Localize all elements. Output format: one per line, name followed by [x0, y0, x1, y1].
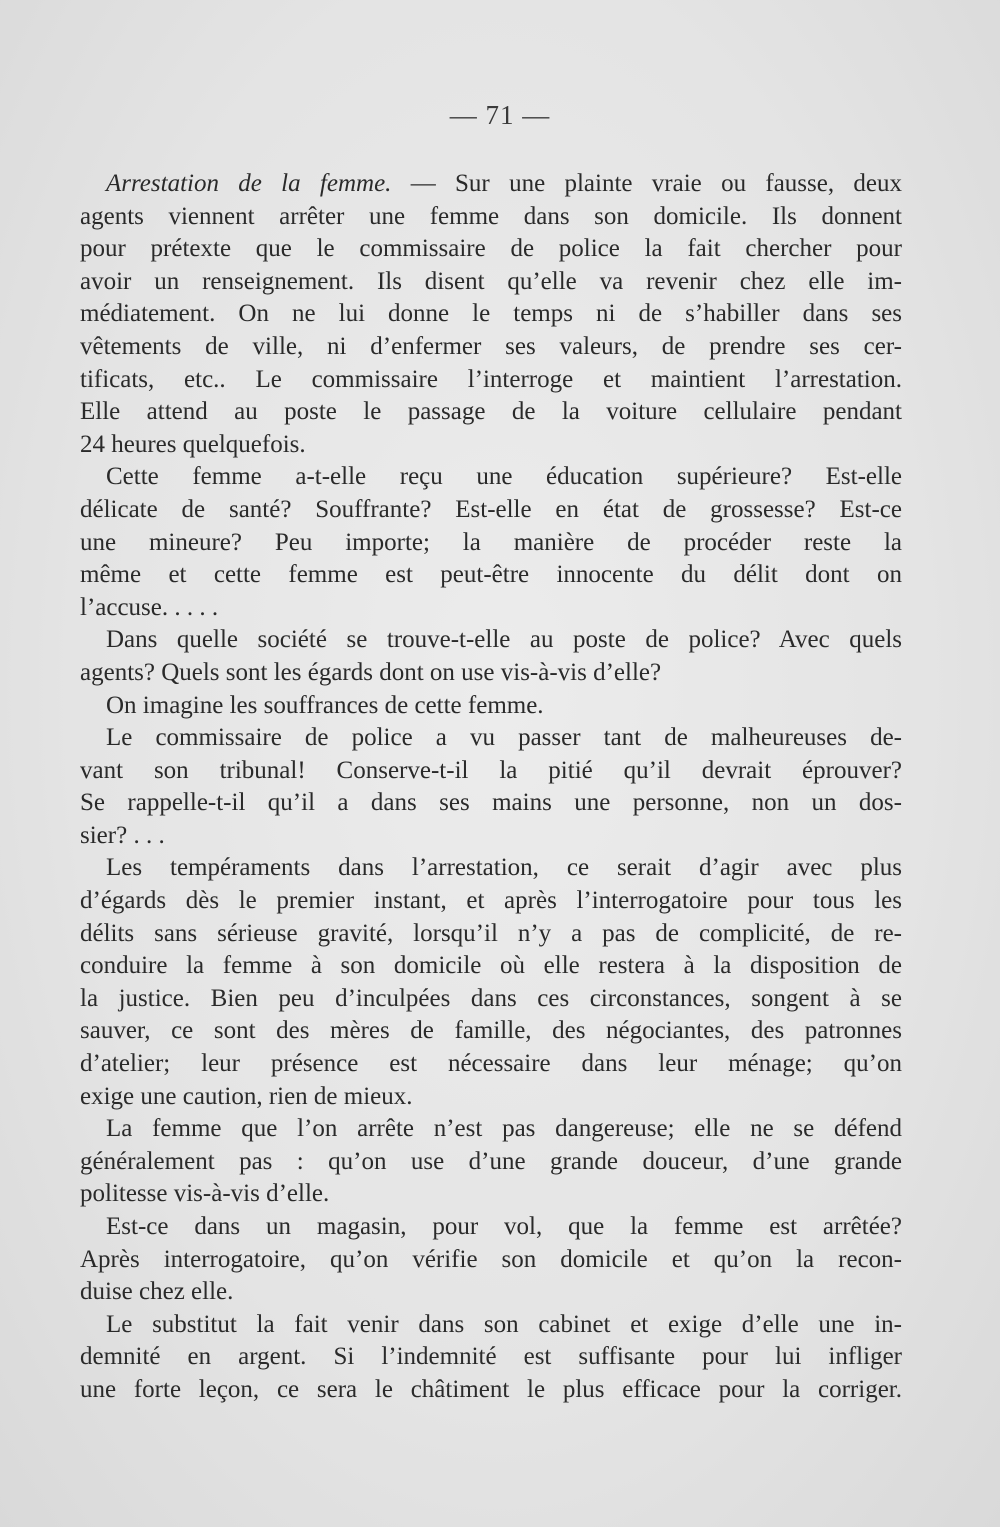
section-heading: Arrestation de la femme.	[106, 170, 392, 197]
text-line: Arrestation de la femme. — Sur une plainte vraie ou fausse, deux	[106, 170, 902, 197]
text-line: On imagine les souffrances de cette femme.	[106, 691, 544, 719]
text-line: délicate de santé? Souffrante? Est-elle en état de grossesse? Est-ce	[80, 495, 902, 523]
text-line: La femme que l’on arrête n’est pas dangereuse; elle ne se défend	[106, 1115, 902, 1143]
text-line: vêtements de ville, ni d’enfermer ses valeurs, de prendre ses cer-	[80, 332, 902, 360]
text-line: exige une caution, rien de mieux.	[80, 1082, 413, 1110]
text-line: tificats, etc.. Le commissaire l’interroge et maintient l’arrestation.	[80, 365, 902, 393]
text-line: agents viennent arrêter une femme dans son domicile. Ils donnent	[80, 202, 902, 230]
text-line: d’atelier; leur présence est nécessaire dans leur ménage; qu’on	[80, 1050, 902, 1078]
text-line: la justice. Bien peu d’inculpées dans ces circonstances, songent à se	[80, 984, 902, 1012]
text-line: une forte leçon, ce sera le châtiment le plus efficace pour la corriger.	[80, 1375, 902, 1403]
text-line: l’accuse. . . . .	[80, 593, 219, 621]
text-line: duise chez elle.	[80, 1278, 234, 1306]
text-line: vant son tribunal! Conserve-t-il la pitié qu’il devrait éprouver?	[80, 756, 902, 784]
text-line: généralement pas : qu’on use d’une grande douceur, d’une grande	[80, 1147, 902, 1175]
text-line: pour prétexte que le commissaire de police la fait chercher pour	[80, 235, 902, 263]
text-line: médiatement. On ne lui donne le temps ni de s’habiller dans ses	[80, 300, 902, 328]
text-line: conduire la femme à son domicile où elle restera à la disposition de	[80, 952, 902, 980]
text-line: sauver, ce sont des mères de famille, des négociantes, des patronnes	[80, 1017, 902, 1045]
text-line: avoir un renseignement. Ils disent qu’elle va revenir chez elle im-	[80, 267, 902, 295]
text-line: même et cette femme est peut-être innocente du délit dont on	[80, 561, 902, 589]
text-line: Est-ce dans un magasin, pour vol, que la femme est arrêtée?	[106, 1213, 902, 1240]
text-line: Le commissaire de police a vu passer tant de malheureuses de-	[106, 724, 902, 752]
text-line: 24 heures quelquefois.	[80, 430, 306, 458]
text-line: Cette femme a-t-elle reçu une éducation supérieure? Est-elle	[106, 463, 902, 491]
text-line: Les tempéraments dans l’arrestation, ce serait d’agir avec plus	[106, 854, 902, 882]
text-line: Se rappelle-t-il qu’il a dans ses mains une personne, non un dos-	[80, 789, 902, 817]
text-line: demnité en argent. Si l’indemnité est suffisante pour lui infliger	[80, 1343, 902, 1371]
body-text	[80, 168, 902, 1407]
text-line: délits sans sérieuse gravité, lorsqu’il n’y a pas de complicité, de re-	[80, 919, 902, 947]
page-number: — 71 —	[449, 100, 551, 130]
text-line: Dans quelle société se trouve-t-elle au poste de police? Avec quels	[106, 626, 902, 654]
text-line: Le substitut la fait venir dans son cabinet et exige d’elle une in-	[106, 1310, 902, 1338]
text-line: Elle attend au poste le passage de la voiture cellulaire pendant	[80, 398, 902, 426]
text-line: politesse vis-à-vis d’elle.	[80, 1180, 330, 1208]
text-line: agents? Quels sont les égards dont on use vis-à-vis d’elle?	[80, 658, 662, 686]
text-line: Après interrogatoire, qu’on vérifie son domicile et qu’on la recon-	[80, 1245, 902, 1273]
text-line: d’égards dès le premier instant, et après l’interrogatoire pour tous les	[80, 887, 902, 915]
text-line: sier? . . .	[80, 821, 165, 849]
text-line: une mineure? Peu importe; la manière de procéder reste la	[80, 528, 902, 556]
